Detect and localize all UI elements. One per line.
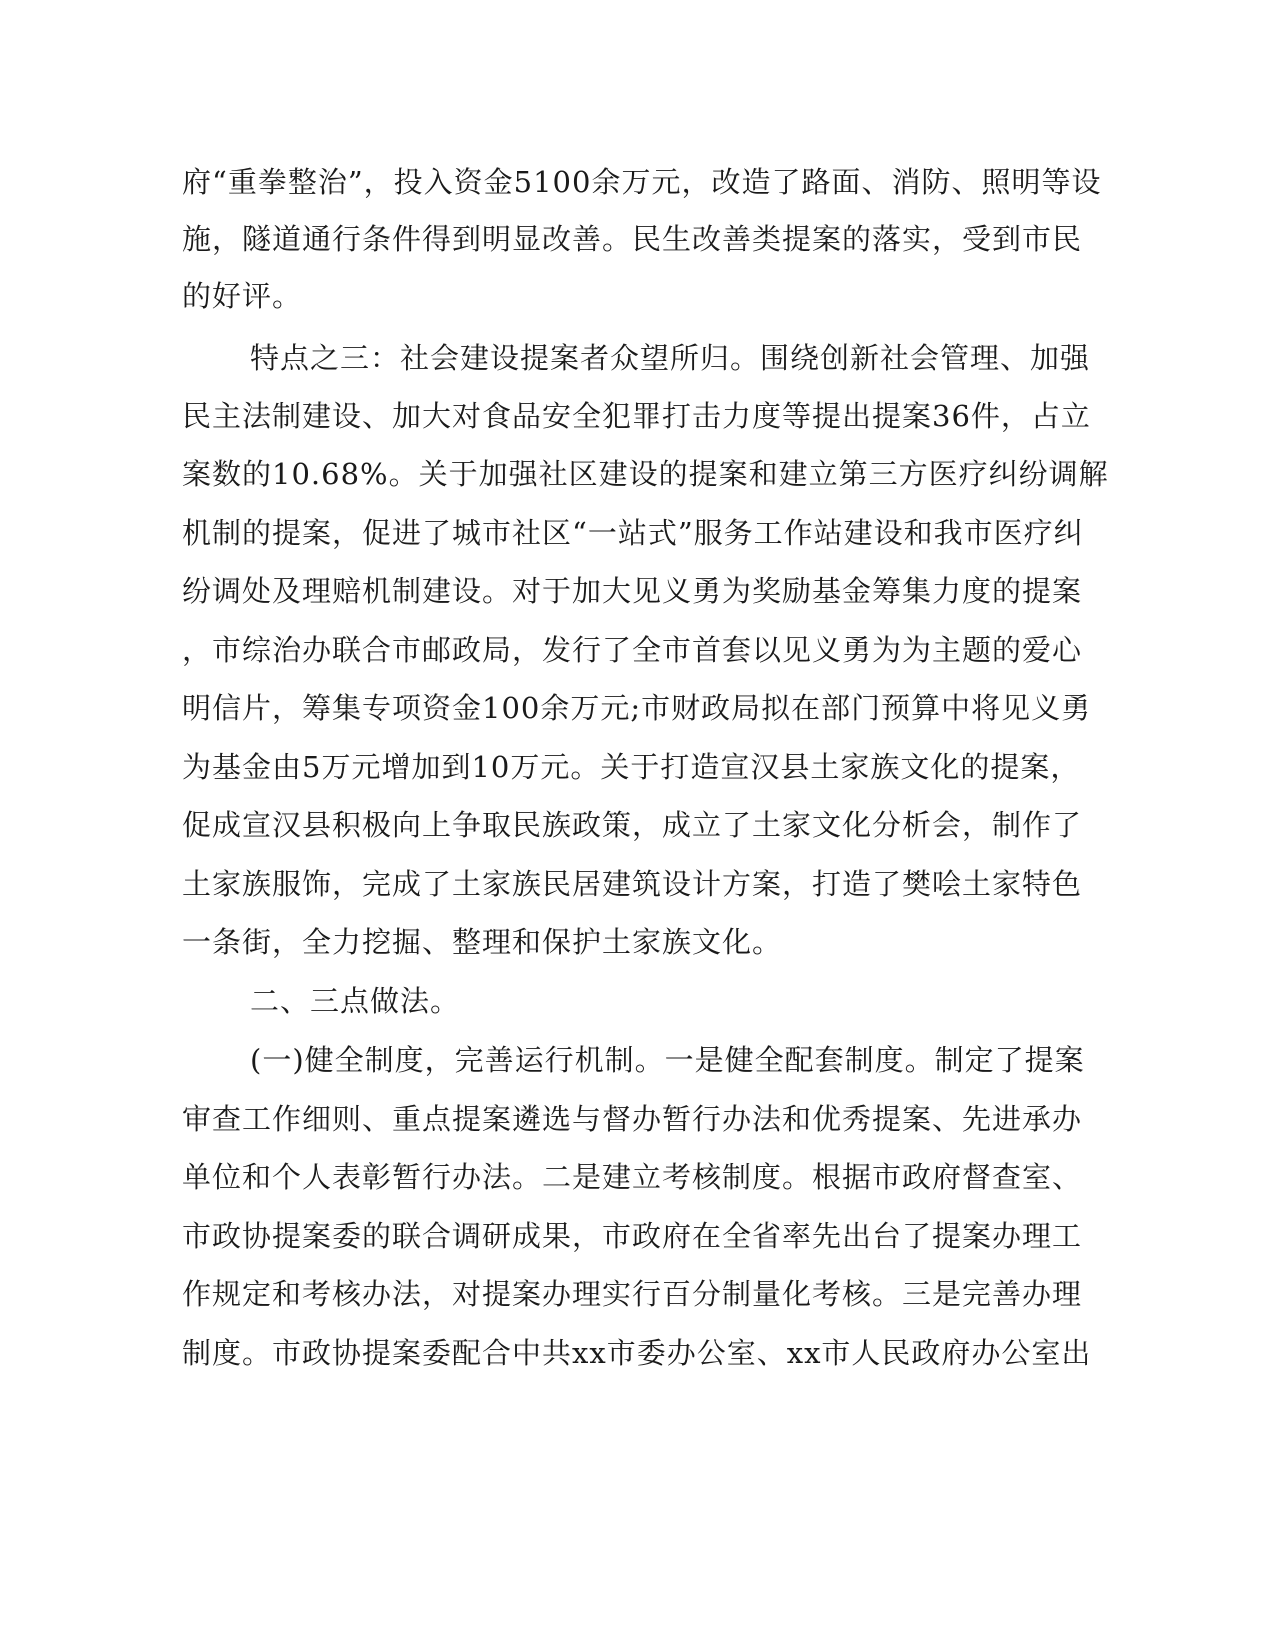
text-line: 民主法制建设、加大对食品安全犯罪打击力度等提出提案36件，占立 [182,399,1091,433]
text-line: 土家族服饰，完成了土家族民居建筑设计方案，打造了樊哙土家特色 [182,867,1083,901]
paragraph-first-line: 特点之三：社会建设提案者众望所归。围绕创新社会管理、加强 [250,341,1091,375]
text-line: 为基金由5万元增加到10万元。关于打造宣汉县土家族文化的提案， [182,750,1081,784]
section-heading: 二、三点做法。 [250,984,461,1018]
text-line: 明信片，筹集专项资金100余万元;市财政局拟在部门预算中将见义勇 [182,691,1092,725]
text-line: 市政协提案委的联合调研成果，市政府在全省率先出台了提案办理工 [182,1219,1083,1253]
text-line: 纷调处及理赔机制建设。对于加大见义勇为奖励基金筹集力度的提案 [182,574,1083,608]
text-line: 机制的提案，促进了城市社区“一站式”服务工作站建设和我市医疗纠 [182,516,1084,550]
text-line: 作规定和考核办法，对提案办理实行百分制量化考核。三是完善办理 [182,1277,1083,1311]
text-line: 府“重拳整治”，投入资金5100余万元，改造了路面、消防、照明等设 [182,165,1102,199]
text-line: 一条街，全力挖掘、整理和保护土家族文化。 [182,925,783,959]
text-line: 促成宣汉县积极向上争取民族政策，成立了土家文化分析会，制作了 [182,808,1083,842]
text-line: 案数的10.68%。关于加强社区建设的提案和建立第三方医疗纠纷调解 [182,457,1109,491]
text-line: 单位和个人表彰暂行办法。二是建立考核制度。根据市政府督查室、 [182,1160,1083,1194]
text-line: 制度。市政协提案委配合中共xx市委办公室、xx市人民政府办公室出 [182,1336,1092,1370]
paragraph-first-line: (一)健全制度，完善运行机制。一是健全配套制度。制定了提案 [250,1043,1085,1077]
text-line: 审查工作细则、重点提案遴选与督办暂行办法和优秀提案、先进承办 [182,1102,1083,1136]
text-line: 施，隧道通行条件得到明显改善。民生改善类提案的落实，受到市民 [182,222,1083,256]
text-line: 的好评。 [182,279,303,313]
text-line: ，市综治办联合市邮政局，发行了全市首套以见义勇为为主题的爱心 [182,633,1083,667]
